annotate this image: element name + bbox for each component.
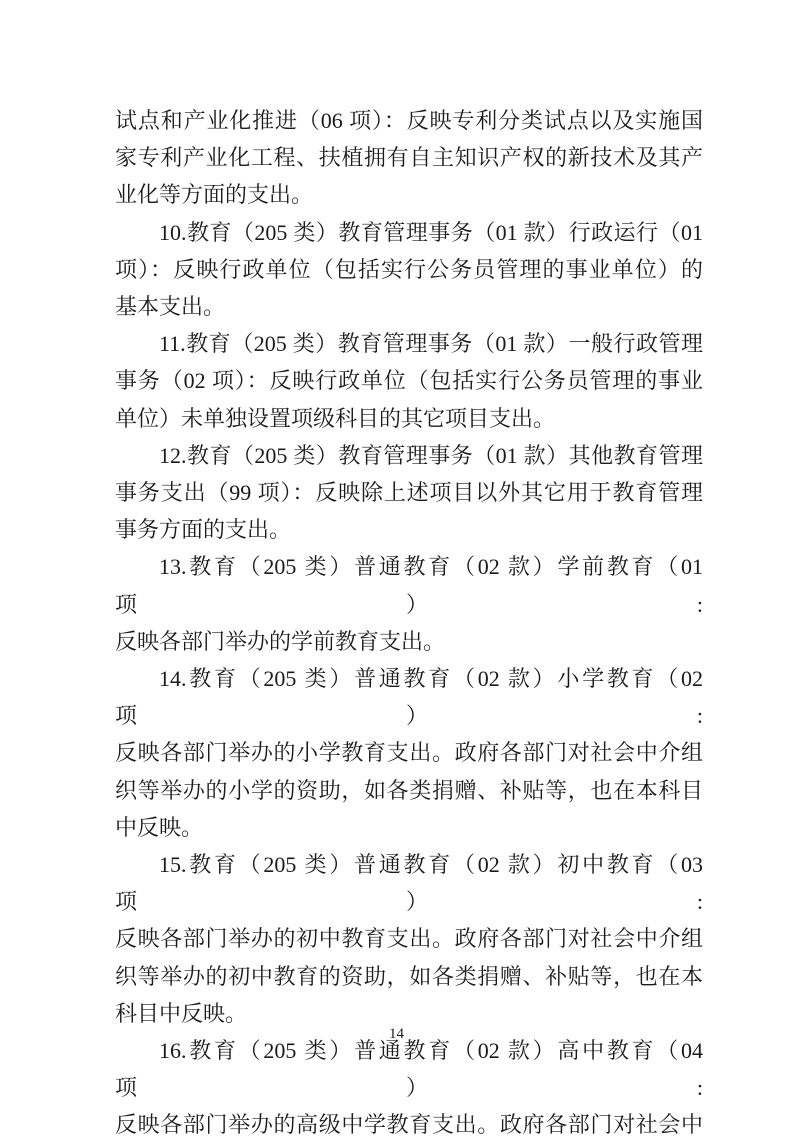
text-line: 10.教育（205 类）教育管理事务（01 款）行政运行（01 — [159, 219, 703, 245]
text-line: 单位）未单独设置项级科目的其它项目支出。 — [115, 405, 556, 431]
page-number: 14 — [389, 1026, 404, 1042]
text-line: 织等举办的初中教育的资助，如各类捐赠、补贴等，也在本 — [115, 963, 703, 989]
text-line: 业化等方面的支出。 — [115, 182, 314, 208]
text-line: 15.教育（205 类）普通教育（02 款）初中教育（03 项）: — [115, 852, 703, 915]
text-line: 基本支出。 — [115, 294, 226, 320]
text-line: 反映各部门举办的学前教育支出。 — [115, 628, 446, 654]
text-line: 反映各部门举办的高级中学教育支出。政府各部门对社会中 — [115, 1112, 703, 1138]
text-line: 事务方面的支出。 — [115, 517, 292, 543]
text-line: 科目中反映。 — [115, 1000, 248, 1026]
text-line: 织等举办的小学的资助，如各类捐赠、补贴等，也在本科目 — [115, 777, 703, 803]
text-line: 中反映。 — [115, 814, 204, 840]
text-line: 反映各部门举办的小学教育支出。政府各部门对社会中介组 — [115, 740, 703, 766]
body-text — [115, 102, 703, 1144]
text-line: 事务支出（99 项）：反映除上述项目以外其它用于教育管理 — [115, 480, 703, 506]
text-line: 事务（02 项）：反映行政单位（包括实行公务员管理的事业 — [115, 368, 703, 394]
text-line: 13.教育（205 类）普通教育（02 款）学前教育（01 项）: — [115, 554, 703, 617]
text-line: 14.教育（205 类）普通教育（02 款）小学教育（02 项）: — [115, 666, 703, 729]
text-line: 反映各部门举办的初中教育支出。政府各部门对社会中介组 — [115, 926, 703, 952]
text-line: 项）：反映行政单位（包括实行公务员管理的事业单位）的 — [115, 256, 703, 282]
text-line: 家专利产业化工程、扶植拥有自主知识产权的新技术及其产 — [115, 145, 703, 171]
text-line: 试点和产业化推进（06 项）：反映专利分类试点以及实施国 — [115, 108, 703, 133]
text-line: 16.教育（205 类）普通教育（02 款）高中教育（04 项）: — [115, 1038, 703, 1101]
text-line: 12.教育（205 类）教育管理事务（01 款）其他教育管理 — [159, 442, 703, 468]
text-line: 11.教育（205 类）教育管理事务（01 款）一般行政管理 — [159, 331, 703, 357]
